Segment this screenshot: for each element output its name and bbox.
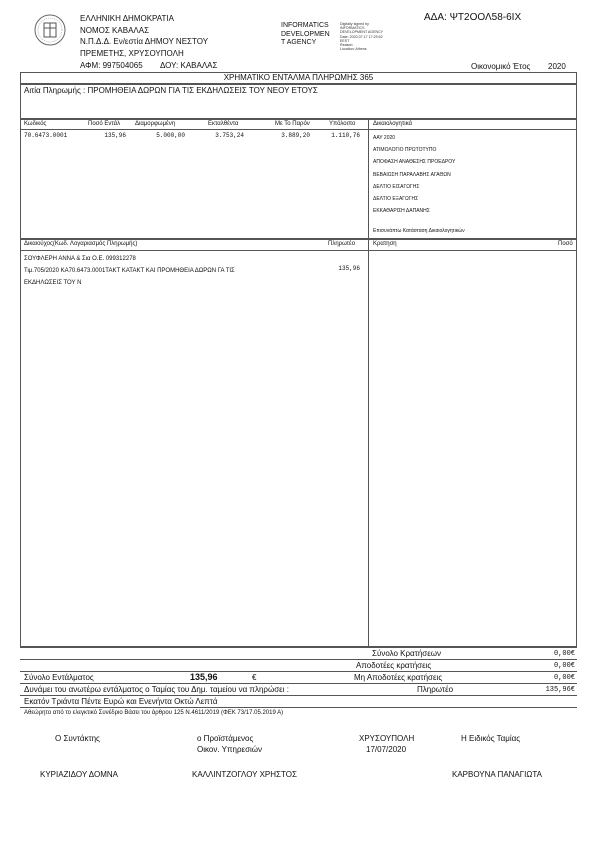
treasurer-instruction: Δυνάμει του ανωτέρω εντάλματος ο Ταμίας του Δημ. ταμείου να πληρώσει :: [24, 685, 289, 694]
signature-line: EEST: [340, 38, 350, 43]
col-plus-current-header: Με Το Παρόν: [275, 121, 310, 127]
divider: [20, 659, 577, 660]
treasurer-label: Η Ειδικός Ταμίας: [461, 734, 521, 743]
non-deducted-label: Μη Αποδοτέες κρατήσεις: [354, 673, 443, 682]
divider: [20, 647, 577, 648]
director-name: ΚΑΛΛΙΝΤΖΟΓΛΟΥ ΧΡΗΣΤΟΣ: [192, 770, 297, 779]
col-order-amount-header: Ποσό Εντάλ: [88, 121, 121, 127]
payment-reason: Αιτία Πληρωμής : ΠΡΟΜΗΘΕΙΑ ΔΩΡΩΝ ΓΙΑ ΤΙΣ ΕΚΔΗΛΩΣΕΙΣ ΤΟΥ ΝΕΟΥ ΕΤΟΥΣ: [24, 86, 318, 95]
legal-note: Αθεώρητο από το ελεγκτικό Συνέδριο Βάσει του άρθρου 125 Ν.4611/2019 (ΦΕΚ 73/17.05.2019 Α): [24, 710, 284, 716]
signature-line: Date: 2020.07.17 17:29:52: [340, 34, 383, 39]
fiscal-year-label: Οικονομικό Έτος: [471, 62, 531, 71]
digital-signature-details: [340, 22, 383, 51]
beneficiary-line: Τιμ.705/2020 ΚΑ70.6473.0001ΤΑΚΤ ΚΑΤΑΚΤ ΚΑΙ ΠΡΟΜΗΘΕΙΑ ΔΩΡΩΝ ΓΑ ΤΙΣ: [24, 268, 235, 274]
divider: [20, 683, 577, 684]
signature-line: DEVELOPMENT AGENCY: [340, 30, 384, 35]
treasurer-name: ΚΑΡΒΟΥΝΑ ΠΑΝΑΓΙΩΤΑ: [452, 770, 543, 779]
signature-line: Digitally signed by: [340, 22, 369, 26]
divider: [368, 239, 369, 647]
afm-value: ΑΦΜ: 997504065: [80, 61, 143, 70]
director-sub: Οικον. Υπηρεσιών: [197, 745, 263, 754]
beneficiary-amount: 135,96: [338, 265, 360, 272]
row-commitments: 3.753,24: [215, 132, 244, 139]
order-total: 135,96: [190, 672, 218, 682]
row-plus-current: 3.889,20: [281, 132, 310, 139]
col-documents-header: Δικαιολογητικά: [373, 121, 412, 127]
issuer-line: ΠΡΕΜΕΤΗΣ, ΧΡΥΣΟΥΠΟΛΗ: [80, 48, 184, 58]
signer-agency: [281, 22, 330, 48]
row-remaining: 1.110,76: [331, 132, 360, 139]
page-title: ΧΡΗΜΑΤΙΚΟ ΕΝΤΑΛΜΑ ΠΛΗΡΩΜΗΣ 365: [223, 73, 374, 82]
issuer-line: Ν.Π.Δ.Δ. Εν/εστία ΔΗΜΟΥ ΝΕΣΤΟΥ: [80, 37, 209, 46]
row-code: 70.6473.0001: [24, 132, 68, 139]
col-remaining-header: Υπόλοιπο: [329, 121, 356, 127]
payable-value: 135,96€: [545, 686, 575, 694]
beneficiary-line: ΕΚΔΗΛΩΣΕΙΣ ΤΟΥ Ν: [24, 280, 82, 286]
signature-place: ΧΡΥΣΟΥΠΟΛΗ: [359, 734, 415, 743]
beneficiary-header: Δικαιούχος(Κωδ. Λογαριασμός Πληρωμής): [24, 241, 138, 247]
document-item: ΔΕΛΤΙΟ ΕΙΣΑΓΩΓΗΣ: [373, 183, 420, 190]
agency-line: DEVELOPMEN: [281, 30, 330, 38]
amount-in-words: Εκατόν Τριάντα Πέντε Ευρώ και Ενενήντα Οκτώ Λεπτά: [24, 697, 218, 706]
total-retentions: 0,00€: [553, 650, 575, 658]
total-retentions-label: Σύνολο Κρατήσεων: [372, 649, 442, 658]
issuer-line: ΝΟΜΟΣ ΚΑΒΑΛΑΣ: [80, 25, 150, 35]
non-deducted-value: 0,00€: [553, 674, 575, 682]
signature-line: INFORMATICS: [340, 26, 365, 31]
beneficiary-section: [20, 239, 577, 647]
deducted-label: Αποδοτέες κρατήσεις: [356, 661, 432, 670]
payable-label: Πληρωτέο: [417, 685, 454, 694]
signature-line: Location: Athens: [340, 47, 367, 52]
col-commitments-header: Εκταλθέντα: [208, 121, 239, 127]
ada-code: ΑΔΑ: ΨΤ2ΟΟΛ58-6ΙΧ: [424, 12, 522, 23]
greek-emblem-icon: [34, 14, 66, 46]
issuer-line: ΕΛΛΗΝΙΚΗ ΔΗΜΟΚΡΑΤΙΑ: [80, 14, 174, 23]
agency-line: INFORMATICS: [281, 22, 329, 29]
signature-line: Reason:: [340, 43, 354, 48]
retention-header: Κρατηση: [373, 241, 397, 247]
doy-value: ΔΟΥ: ΚΑΒΑΛΑΣ: [160, 61, 218, 70]
beneficiary-details: [24, 253, 235, 289]
amount-header: Ποσό: [558, 241, 573, 247]
document-item: ΒΕΒΑΙΩΣΗ ΠΑΡΑΛΑΒΗΣ ΑΓΑΘΩΝ: [373, 171, 451, 178]
document-item: ΑΤΙΜΟΛΟΓΙΟ ΠΡΩΤΟΤΥΠΟ: [373, 147, 437, 154]
document-item: ΔΕΛΤΙΟ ΕΞΑΓΩΓΗΣ: [373, 196, 419, 203]
col-code-header: Κωδικός: [24, 121, 47, 127]
divider: [20, 671, 577, 672]
agency-line: T AGENCY: [281, 39, 317, 46]
divider: [20, 250, 577, 251]
divider: [20, 695, 577, 696]
divider: [20, 129, 577, 130]
director-label: ο Προϊστάμενος: [197, 734, 254, 743]
row-order-amount: 135,96: [104, 132, 126, 139]
document-item: ΑΠΟΦΑΣΗ ΑΝΑΘΕΣΗΣ ΠΡΟΕΔΡΟΥ: [373, 159, 456, 166]
deducted-value: 0,00€: [553, 662, 575, 670]
divider: [368, 119, 369, 239]
document-item: ΕΚΚΑΘΑΡΙΣΗ ΔΑΠΑΝΗΣ: [373, 208, 430, 215]
signature-date: 17/07/2020: [366, 745, 407, 754]
beneficiary-line: ΣΟΥΦΛΕΡΗ ΑΝΝΑ & Σια Ο.Ε. 099312278: [24, 256, 136, 262]
col-budget-header: Διαμορφωμένη: [135, 121, 176, 127]
issuer-block: [80, 13, 208, 59]
document-item: ΑΑΥ 2020: [373, 135, 396, 141]
currency-symbol: €: [252, 673, 257, 682]
documents-note: Επισυνάπτω Κατάσταση Δικαιολογητικών: [373, 228, 465, 234]
documents-list: [373, 132, 455, 217]
order-total-label: Σύνολο Εντάλματος: [24, 673, 94, 682]
compiler-label: Ο Συντάκτης: [55, 734, 100, 743]
divider: [20, 707, 577, 708]
fiscal-year: 2020: [548, 62, 566, 71]
row-budget: 5.000,00: [156, 132, 185, 139]
compiler-name: ΚΥΡΙΑΖΙΔΟΥ ΔΟΜΝΑ: [40, 770, 118, 779]
payment-header: Πληρωτέο: [328, 241, 356, 247]
